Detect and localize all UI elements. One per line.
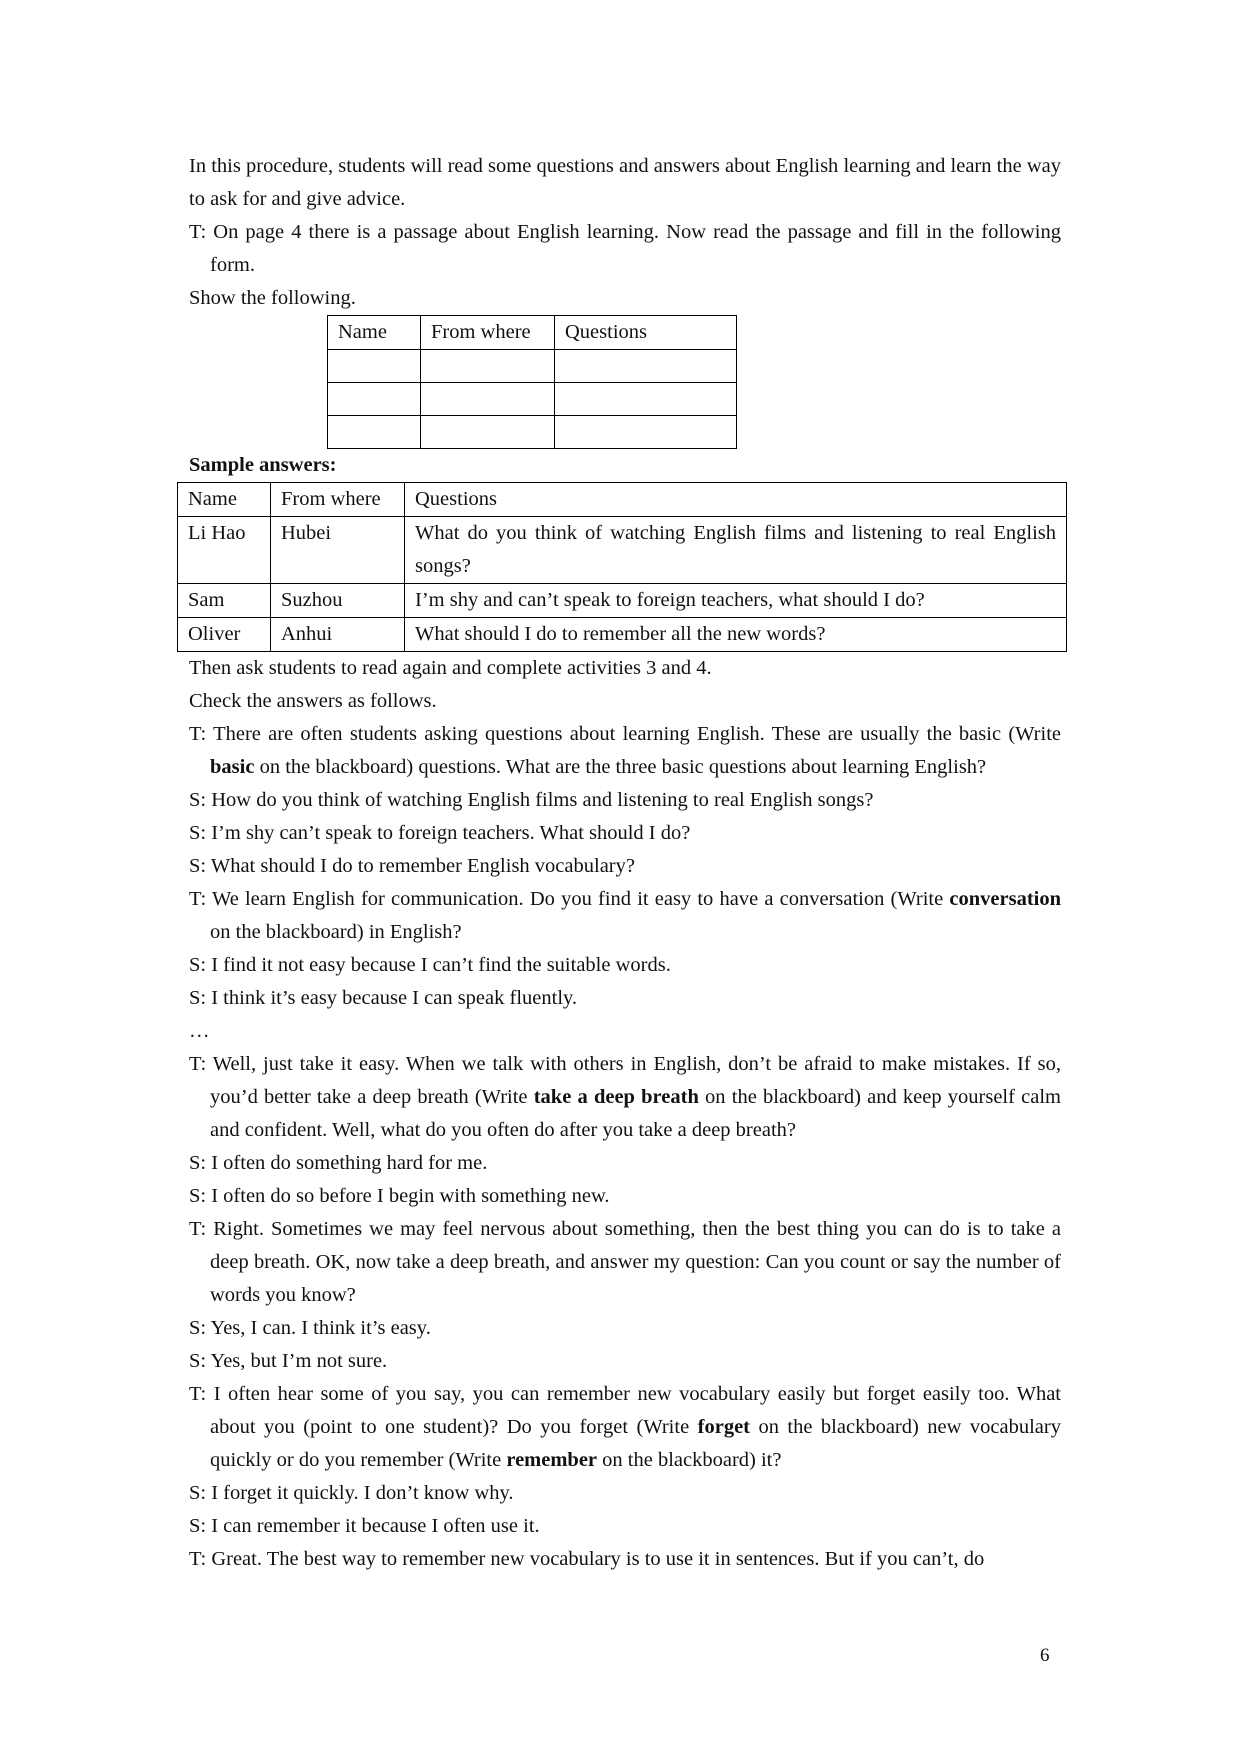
table-header-cell: Name xyxy=(328,316,421,350)
table-header-cell: Questions xyxy=(405,483,1067,517)
blank-cell xyxy=(555,383,737,416)
student-line: S: I often do so before I begin with something new. xyxy=(189,1185,610,1207)
teacher-line xyxy=(189,1048,1061,1147)
table-row xyxy=(178,517,1067,584)
table-header-cell: From where xyxy=(271,483,405,517)
from-cell: Suzhou xyxy=(271,584,405,618)
bold-keyword: forget xyxy=(697,1416,750,1438)
student-line: S: How do you think of watching English films and listening to real English songs? xyxy=(189,789,874,811)
text-run: on the blackboard) it? xyxy=(597,1449,782,1471)
sample-answers-heading: Sample answers: xyxy=(189,454,337,476)
table-header-cell: Questions xyxy=(555,316,737,350)
from-cell: Anhui xyxy=(271,618,405,652)
bold-keyword: remember xyxy=(506,1449,598,1471)
table-header-cell: Name xyxy=(178,483,271,517)
text-run: on the blackboard) new vocabulary quickly or do you remember (Write xyxy=(210,1416,1061,1471)
table-row xyxy=(328,350,737,383)
document-body xyxy=(189,150,1061,1576)
question-cell: What do you think of watching English films and listening to real English songs? xyxy=(405,517,1067,584)
teacher-line xyxy=(189,1378,1061,1477)
blank-cell xyxy=(421,416,555,449)
teacher-line: T: On page 4 there is a passage about English learning. Now read the passage and fill in the following form. xyxy=(189,221,1061,276)
teacher-line xyxy=(189,883,1061,949)
student-line: S: I find it not easy because I can’t find the suitable words. xyxy=(189,954,671,976)
instruction-line: Show the following. xyxy=(189,287,356,309)
text-run: T: I often hear some of you say, you can remember new vocabulary easily but forget easily too. What about you (point to one student)? Do you forget (Write xyxy=(189,1383,1061,1438)
teacher-line: T: Right. Sometimes we may feel nervous about something, then the best thing you can do is to take a deep breath. OK, now take a deep breath, and answer my question: Can you count or say the number of words you know? xyxy=(189,1218,1061,1306)
blank-cell xyxy=(421,350,555,383)
teacher-line: T: Great. The best way to remember new vocabulary is to use it in sentences. But if you can’t, do xyxy=(189,1548,985,1570)
intro-paragraph: In this procedure, students will read some questions and answers about English learning and learn the way to ask for and give advice. xyxy=(189,155,1061,210)
blank-cell xyxy=(328,350,421,383)
blank-cell xyxy=(421,383,555,416)
text-run: on the blackboard) and keep yourself calm and confident. Well, what do you often do after you take a deep breath? xyxy=(210,1086,1061,1141)
table-row xyxy=(328,383,737,416)
question-cell: What should I do to remember all the new words? xyxy=(405,618,1067,652)
instruction-line: Check the answers as follows. xyxy=(189,690,437,712)
text-run: T: We learn English for communication. Do you find it easy to have a conversation (Write xyxy=(189,888,950,910)
text-run: T: There are often students asking questions about learning English. These are usually the basic (Write xyxy=(189,723,1061,745)
table-row xyxy=(328,416,737,449)
name-cell: Oliver xyxy=(178,618,271,652)
question-cell: I’m shy and can’t speak to foreign teachers, what should I do? xyxy=(405,584,1067,618)
text-run: on the blackboard) questions. What are the three basic questions about learning English? xyxy=(254,756,987,778)
table-row xyxy=(178,618,1067,652)
instruction-line: Then ask students to read again and complete activities 3 and 4. xyxy=(189,657,712,679)
table-row xyxy=(178,584,1067,618)
student-line: S: I can remember it because I often use it. xyxy=(189,1515,540,1537)
student-line: S: Yes, but I’m not sure. xyxy=(189,1350,388,1372)
table-header-cell: From where xyxy=(421,316,555,350)
student-line: S: What should I do to remember English vocabulary? xyxy=(189,855,635,877)
blank-cell xyxy=(328,383,421,416)
teacher-line xyxy=(189,718,1061,784)
student-line: S: Yes, I can. I think it’s easy. xyxy=(189,1317,431,1339)
blank-form-table xyxy=(327,315,737,449)
table-row xyxy=(328,316,737,350)
sample-answers-table xyxy=(177,482,1067,652)
text-run: T: Well, just take it easy. When we talk with others in English, don’t be afraid to make mistakes. If so, you’d better take a deep breath (Write xyxy=(189,1053,1061,1108)
blank-cell xyxy=(328,416,421,449)
student-line: S: I forget it quickly. I don’t know why. xyxy=(189,1482,514,1504)
name-cell: Sam xyxy=(178,584,271,618)
ellipsis: … xyxy=(189,1020,210,1042)
name-cell: Li Hao xyxy=(178,517,271,584)
student-line: S: I think it’s easy because I can speak fluently. xyxy=(189,987,578,1009)
student-line: S: I often do something hard for me. xyxy=(189,1152,488,1174)
blank-cell xyxy=(555,416,737,449)
table-row xyxy=(178,483,1067,517)
bold-keyword: take a deep breath xyxy=(533,1086,699,1108)
bold-keyword: conversation xyxy=(949,888,1061,910)
student-line: S: I’m shy can’t speak to foreign teachers. What should I do? xyxy=(189,822,691,844)
from-cell: Hubei xyxy=(271,517,405,584)
blank-cell xyxy=(555,350,737,383)
bold-keyword: basic xyxy=(210,756,255,778)
page-number: 6 xyxy=(1040,1645,1050,1666)
text-run: on the blackboard) in English? xyxy=(210,921,462,943)
